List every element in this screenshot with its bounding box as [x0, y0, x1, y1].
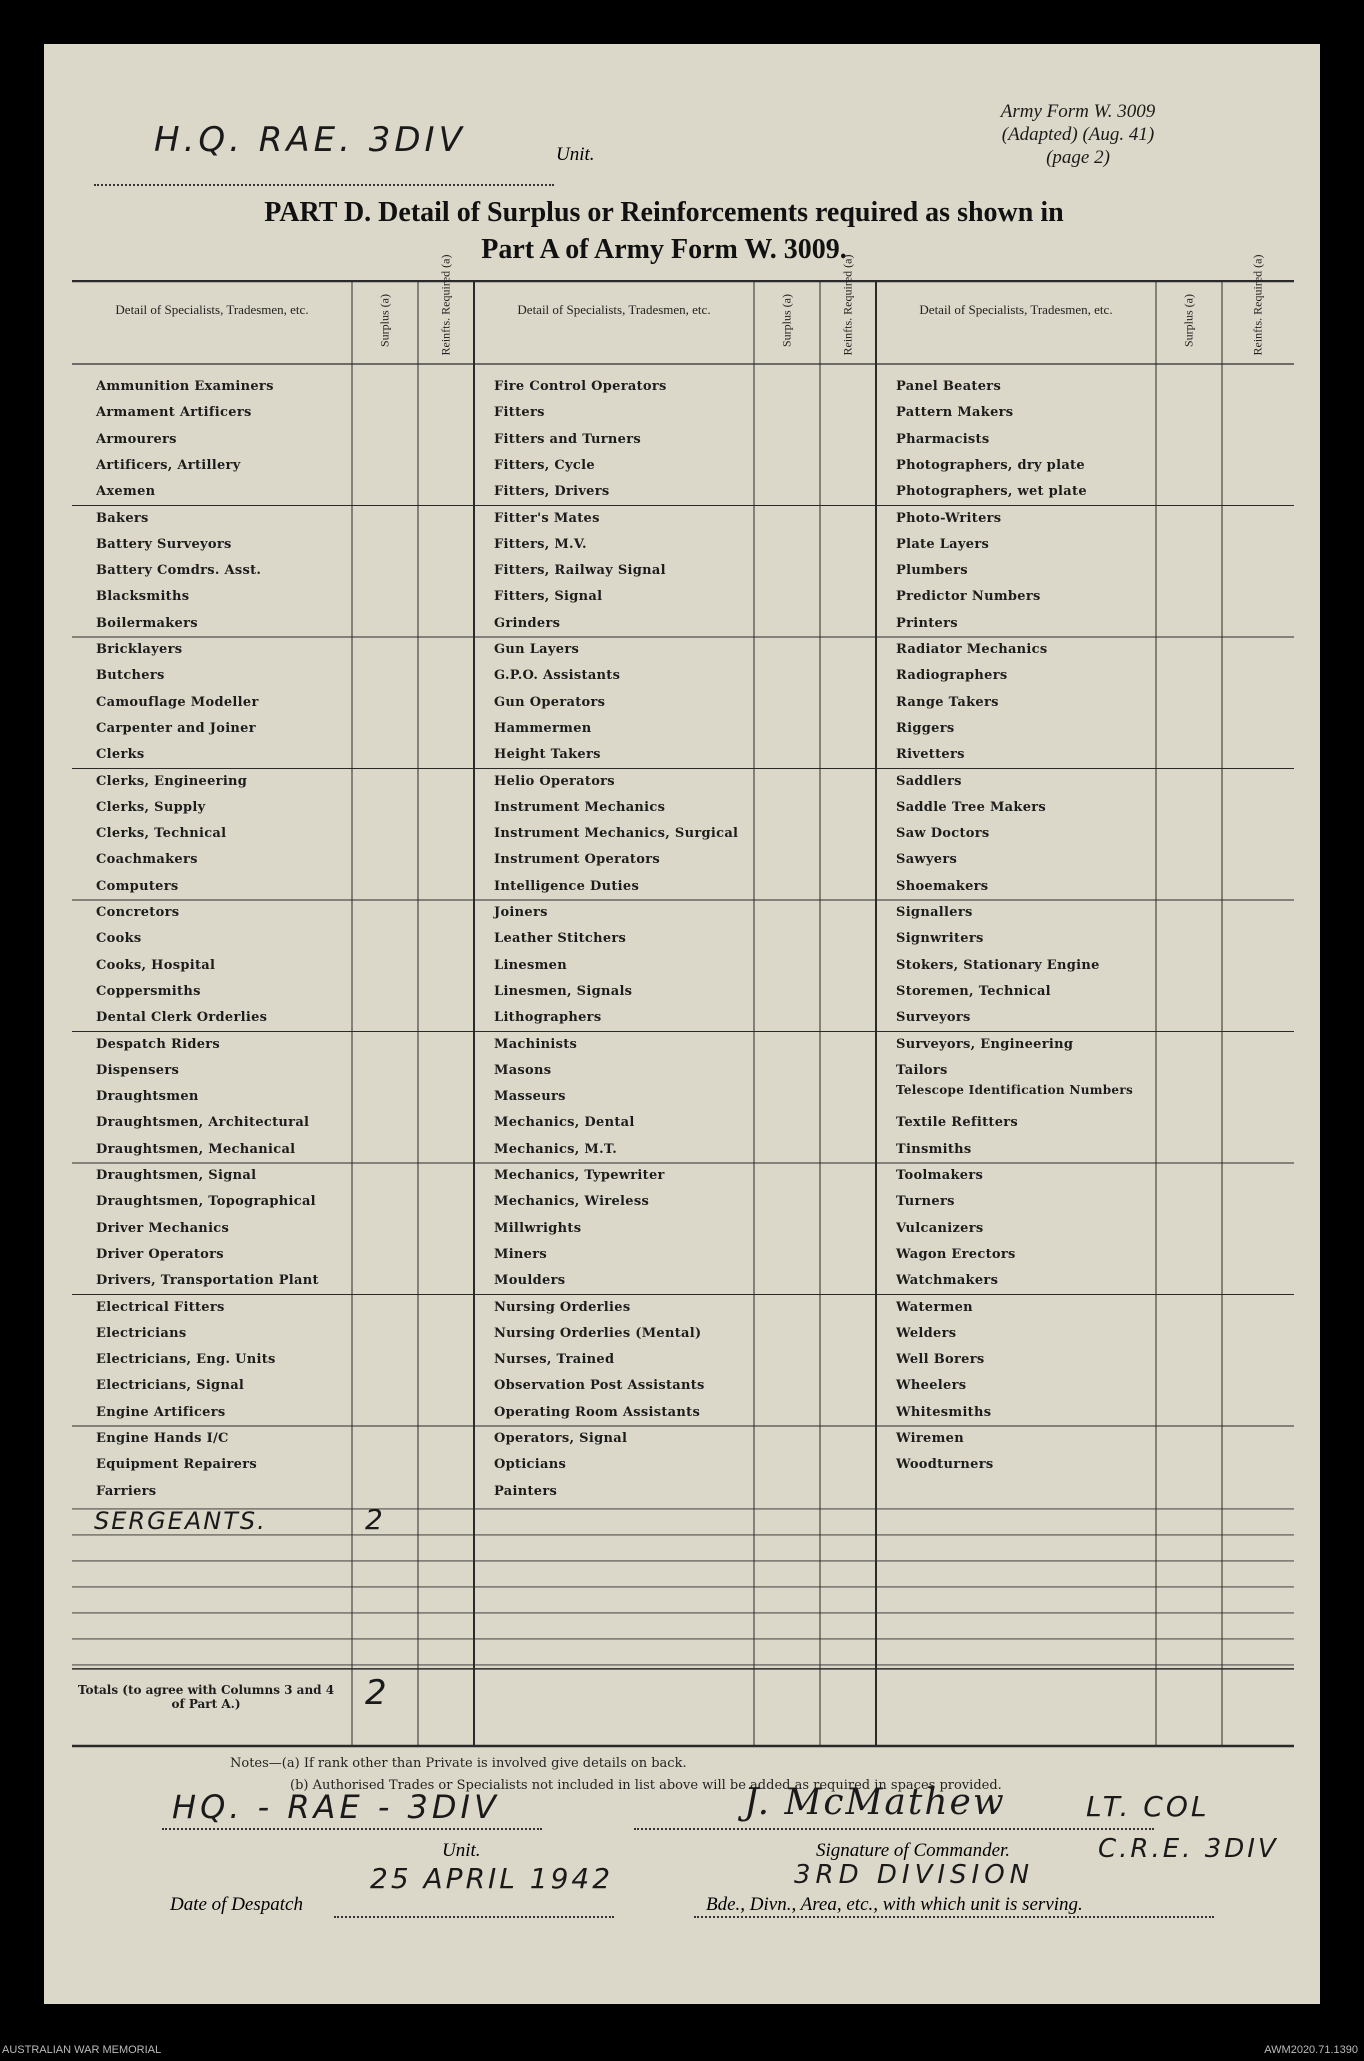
header-detail-2: Detail of Specialists, Tradesmen, etc.: [517, 302, 711, 317]
note-b: (b) Authorised Trades or Specialists not included in list above will be added as required in spaces provided.: [290, 1778, 1002, 1793]
trade-label: Height Takers: [494, 747, 601, 763]
totals-label: Totals (to agree with Columns 3 and 4 of Part A.): [77, 1682, 335, 1711]
trade-label: Nursing Orderlies (Mental): [494, 1325, 702, 1341]
unit-bottom-handwritten: HQ. - RAE - 3DIV: [172, 1788, 500, 1826]
extra-entry-label: SERGEANTS.: [94, 1506, 267, 1535]
trade-label: Plumbers: [896, 563, 968, 579]
trade-label: Photographers, wet plate: [896, 484, 1087, 500]
trade-label: Bakers: [96, 510, 149, 526]
trade-label: Radiographers: [896, 668, 1008, 684]
trade-label: Fire Control Operators: [494, 379, 667, 394]
trade-label: Engine Artificers: [96, 1404, 226, 1420]
trade-label: Hammermen: [494, 720, 592, 736]
trade-label: Millwrights: [494, 1220, 582, 1236]
trade-label: Axemen: [96, 484, 156, 500]
trade-label: Linesmen: [494, 957, 567, 973]
trade-label: Gun Operators: [494, 694, 606, 710]
trade-label: Battery Surveyors: [96, 536, 232, 552]
trade-label: Helio Operators: [494, 773, 615, 789]
cre-handwritten: C.R.E. 3DIV: [1098, 1834, 1279, 1864]
signature-line: [634, 1828, 1154, 1830]
trade-label: Fitters, Cycle: [494, 457, 595, 473]
trade-label: Nurses, Trained: [494, 1352, 615, 1368]
trade-label: Tinsmiths: [896, 1141, 972, 1157]
trade-label: Range Takers: [896, 694, 999, 710]
trade-label: Engine Hands I/C: [96, 1431, 229, 1446]
trade-label: Coachmakers: [96, 852, 198, 868]
header-surplus-1: Surplus (a): [377, 294, 392, 347]
trade-label: Pattern Makers: [896, 405, 1014, 421]
trade-label: Whitesmiths: [896, 1404, 992, 1420]
trade-label: Draughtsmen: [96, 1089, 199, 1105]
archive-reference: AWM2020.71.1390: [1264, 2044, 1358, 2056]
header-detail-3: Detail of Specialists, Tradesmen, etc.: [919, 302, 1113, 317]
trade-label: Lithographers: [494, 1010, 602, 1026]
trade-label: Drivers, Transportation Plant: [96, 1273, 319, 1289]
form-adapted: (Adapted) (Aug. 41): [1001, 124, 1155, 145]
trade-label: Armament Artificers: [96, 405, 252, 421]
signature-label: Signature of Commander.: [816, 1840, 1011, 1861]
form-identifier: [948, 100, 1208, 169]
trade-label: Camouflage Modeller: [96, 694, 259, 710]
trade-label: Turners: [896, 1194, 955, 1210]
trade-label: Mechanics, Typewriter: [494, 1168, 665, 1183]
trade-label: Cooks, Hospital: [96, 957, 216, 973]
trade-label: Wagon Erectors: [896, 1246, 1016, 1262]
trade-label: Electrical Fitters: [96, 1299, 225, 1315]
trade-label: Signallers: [896, 905, 973, 920]
trade-label: Surveyors, Engineering: [896, 1036, 1074, 1052]
trade-label: Saw Doctors: [896, 826, 990, 842]
trade-label: Fitters, Signal: [494, 589, 603, 605]
trade-label: Saddle Tree Makers: [896, 799, 1047, 815]
trade-label: Operating Room Assistants: [494, 1404, 701, 1420]
header-reinfts-1: Reinfts. Required (a): [438, 254, 453, 356]
header-surplus-3: Surplus (a): [1181, 294, 1196, 347]
trade-label: Mechanics, Wireless: [494, 1194, 650, 1210]
trade-label: Gun Layers: [494, 642, 580, 657]
trade-label: Painters: [494, 1483, 558, 1499]
commander-rank: LT. COL: [1086, 1790, 1210, 1823]
despatch-date-label: Date of Despatch: [170, 1894, 303, 1915]
unit-top-handwritten: H.Q. RAE. 3DIV: [154, 120, 466, 160]
trade-label: Masons: [494, 1062, 552, 1078]
trade-label: Intelligence Duties: [494, 878, 640, 894]
trade-label: Linesmen, Signals: [494, 983, 633, 999]
trade-label: Mechanics, Dental: [494, 1115, 635, 1131]
unit-bottom-line: [162, 1828, 542, 1830]
trade-label: Tailors: [896, 1062, 948, 1078]
trade-label: Observation Post Assistants: [494, 1378, 705, 1394]
despatch-date-line: [334, 1896, 614, 1918]
trade-label: Predictor Numbers: [896, 589, 1041, 605]
header-reinfts-3: Reinfts. Required (a): [1250, 254, 1265, 356]
trade-label: Radiator Mechanics: [896, 642, 1048, 657]
trade-label: Electricians, Signal: [96, 1378, 245, 1394]
page-title-line2: Part A of Army Form W. 3009.: [481, 234, 847, 265]
trade-label: Rivetters: [896, 747, 965, 763]
trade-label: Mechanics, M.T.: [494, 1141, 618, 1157]
trade-label: Computers: [96, 878, 179, 894]
header-reinfts-2: Reinfts. Required (a): [840, 254, 855, 356]
trade-label: Grinders: [494, 615, 561, 631]
trade-label: Clerks, Supply: [96, 799, 206, 815]
unit-top-label: Unit.: [556, 144, 595, 165]
trade-label: Equipment Repairers: [96, 1457, 258, 1473]
trade-label: Driver Mechanics: [96, 1220, 230, 1236]
trade-label: Concretors: [96, 905, 180, 920]
trade-label: Coppersmiths: [96, 983, 201, 999]
trade-label: Photographers, dry plate: [896, 457, 1085, 473]
trade-label: Riggers: [896, 720, 955, 736]
trade-label: Fitters, Railway Signal: [494, 563, 666, 579]
trade-label: Signwriters: [896, 931, 984, 947]
bde-label: Bde., Divn., Area, etc., with which unit is serving.: [706, 1894, 1083, 1915]
despatch-date-handwritten: 25 APRIL 1942: [370, 1862, 614, 1895]
trade-label: Machinists: [494, 1036, 578, 1052]
division-handwritten: 3RD DIVISION: [794, 1860, 1035, 1890]
trade-label: Operators, Signal: [494, 1431, 628, 1446]
trade-label: Blacksmiths: [96, 589, 190, 605]
note-a: Notes—(a) If rank other than Private is involved give details on back.: [230, 1756, 687, 1771]
trade-label: Toolmakers: [896, 1168, 984, 1183]
trade-label: Opticians: [494, 1457, 567, 1473]
trade-label: Draughtsmen, Topographical: [96, 1194, 316, 1210]
trade-label: Instrument Mechanics, Surgical: [494, 826, 739, 842]
trade-label: Instrument Mechanics: [494, 799, 666, 815]
trade-label: Vulcanizers: [896, 1220, 984, 1236]
commander-signature: J. McMathew: [744, 1782, 1006, 1823]
trade-label: Sawyers: [896, 852, 958, 868]
trade-label: Fitter's Mates: [494, 510, 600, 526]
trade-label: Watermen: [896, 1299, 973, 1315]
trade-label: Fitters: [494, 405, 545, 421]
header-detail-1: Detail of Specialists, Tradesmen, etc.: [115, 302, 309, 317]
trade-label: Butchers: [96, 668, 165, 684]
page-title: [44, 194, 1284, 268]
trade-label: Ammunition Examiners: [96, 379, 274, 394]
trade-label: Battery Comdrs. Asst.: [96, 563, 262, 579]
trade-label: Driver Operators: [96, 1246, 224, 1262]
trade-label: Fitters, M.V.: [494, 536, 587, 552]
trade-label: Telescope Identification Numbers: [896, 1083, 1134, 1098]
trade-label: Wiremen: [896, 1431, 965, 1446]
trade-label: Carpenter and Joiner: [96, 720, 256, 736]
extra-entry-surplus: 2: [365, 1502, 387, 1536]
trade-label: G.P.O. Assistants: [494, 668, 621, 684]
trade-label: Bricklayers: [96, 642, 183, 657]
trade-label: Clerks, Technical: [96, 826, 227, 842]
trade-label: Fitters, Drivers: [494, 484, 610, 500]
trade-label: Welders: [896, 1325, 957, 1341]
trade-label: Shoemakers: [896, 878, 989, 894]
trade-label: Electricians, Eng. Units: [96, 1352, 276, 1368]
trade-label: Well Borers: [896, 1352, 985, 1368]
trade-label: Stokers, Stationary Engine: [896, 957, 1100, 973]
trade-label: Instrument Operators: [494, 852, 660, 868]
trade-label: Joiners: [494, 905, 548, 920]
archive-credit: AUSTRALIAN WAR MEMORIAL: [2, 2044, 162, 2056]
trade-label: Watchmakers: [896, 1273, 999, 1289]
totals-surplus: 2: [365, 1672, 391, 1713]
trade-label: Boilermakers: [96, 615, 198, 631]
form-page: [44, 44, 1320, 2004]
header-surplus-2: Surplus (a): [779, 294, 794, 347]
page-title-line1: PART D. Detail of Surplus or Reinforcements required as shown in: [264, 197, 1064, 228]
specialists-table: [72, 254, 1294, 1748]
trade-label: Miners: [494, 1246, 548, 1262]
trade-label: Woodturners: [896, 1457, 994, 1473]
unit-bottom-label: Unit.: [442, 1840, 481, 1861]
trade-label: Pharmacists: [896, 431, 990, 447]
trade-label: Dental Clerk Orderlies: [96, 1010, 268, 1026]
trade-label: Clerks: [96, 747, 145, 763]
trade-label: Clerks, Engineering: [96, 773, 248, 789]
trade-label: Textile Refitters: [896, 1115, 1019, 1131]
trade-label: Draughtsmen, Mechanical: [96, 1141, 296, 1157]
trade-label: Dispensers: [96, 1062, 180, 1078]
trade-label: Nursing Orderlies: [494, 1299, 631, 1315]
trade-label: Photo-Writers: [896, 510, 1002, 526]
trade-label: Armourers: [96, 431, 177, 447]
trade-label: Surveyors: [896, 1010, 971, 1026]
trade-label: Cooks: [96, 931, 142, 947]
trade-label: Draughtsmen, Architectural: [96, 1115, 310, 1131]
trade-label: Saddlers: [896, 773, 962, 789]
trade-label: Artificers, Artillery: [96, 457, 241, 473]
trade-label: Fitters and Turners: [494, 431, 642, 447]
form-number: Army Form W. 3009: [1000, 101, 1156, 122]
trade-label: Leather Stitchers: [494, 931, 627, 947]
trade-label: Masseurs: [494, 1089, 566, 1105]
trade-label: Panel Beaters: [896, 379, 1002, 394]
trade-label: Electricians: [96, 1325, 187, 1341]
trade-label: Despatch Riders: [96, 1036, 221, 1052]
trade-label: Draughtsmen, Signal: [96, 1168, 257, 1183]
trade-label: Plate Layers: [896, 536, 990, 552]
trade-label: Wheelers: [896, 1378, 967, 1394]
form-page-number: (page 2): [1046, 147, 1110, 168]
trade-label: Storemen, Technical: [896, 983, 1051, 999]
trade-label: Printers: [896, 615, 958, 631]
trade-label: Moulders: [494, 1273, 566, 1289]
trade-label: Farriers: [96, 1483, 157, 1499]
